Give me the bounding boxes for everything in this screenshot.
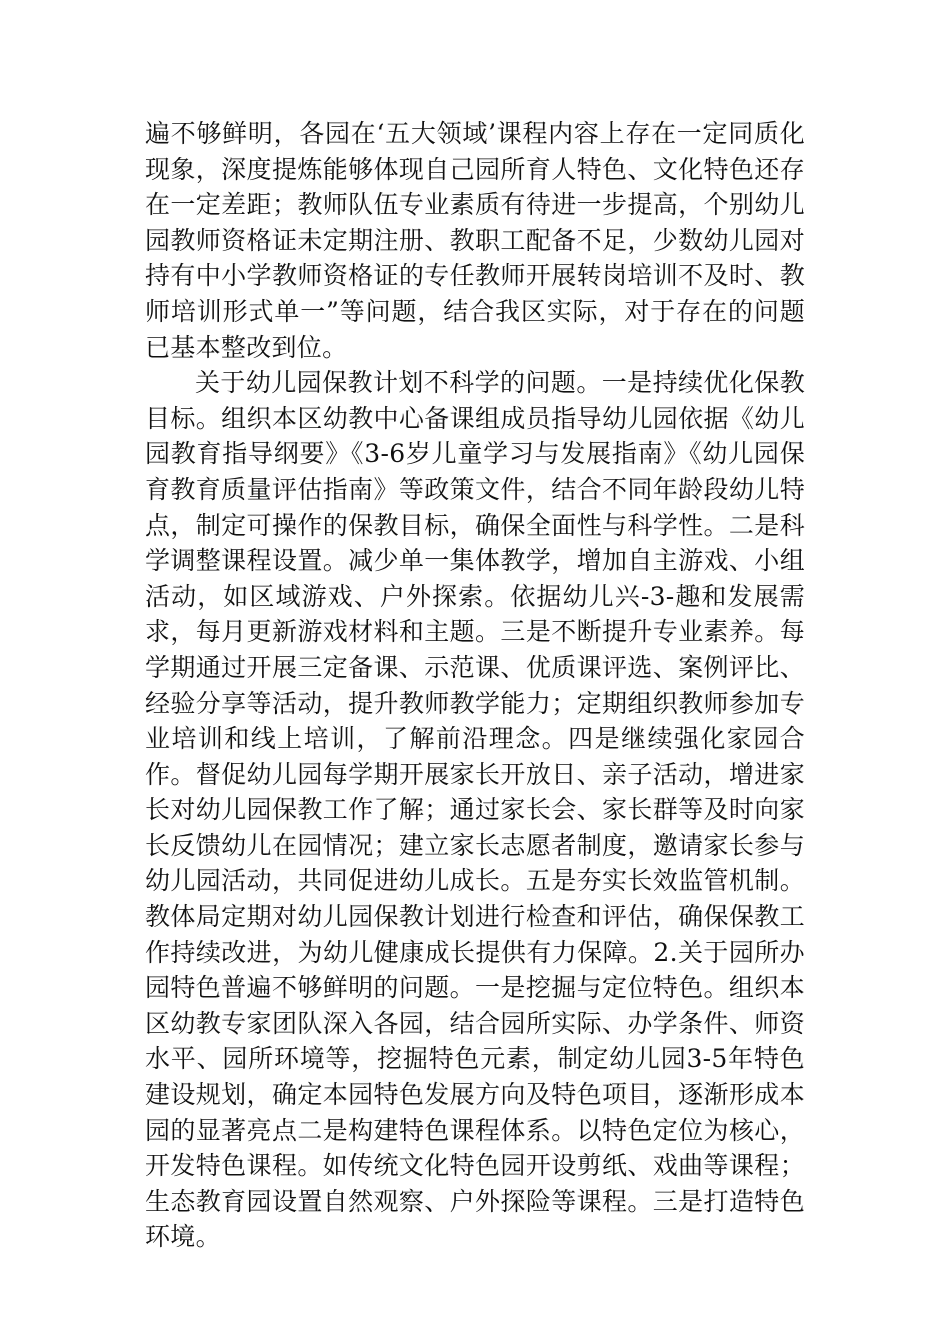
paragraph-kindergarten-plan: 关于幼儿园保教计划不科学的问题。一是持续优化保教目标。组织本区幼教中心备课组成员指导幼儿园依据《幼儿园教育指导纲要》《3-6岁儿童学习与发展指南》《幼儿园保育教育质量评估指南》等政策文件，结合不同年龄段幼儿特点，制定可操作的保教目标，确保全面性与科学性。二是科学调整课程设置。减少单一集体教学，增加自主游戏、小组活动，如区域游戏、户外探索。依据幼儿兴-3-趣和发展需求，每月更新游戏材料和主题。三是不断提升专业素养。每学期通过开展三定备课、示范课、优质课评选、案例评比、经验分享等活动，提升教师教学能力；定期组织教师参加专业培训和线上培训，了解前沿理念。四是继续强化家园合作。督促幼儿园每学期开展家长开放日、亲子活动，增进家长对幼儿园保教工作了解；通过家长会、家长群等及时向家长反馈幼儿在园情况；建立家长志愿者制度，邀请家长参与幼儿园活动，共同促进幼儿成长。五是夯实长效监管机制。教体局定期对幼儿园保教计划进行检查和评估，确保保教工作持续改进，为幼儿健康成长提供有力保障。2.关于园所办园特色普遍不够鲜明的问题。一是挖掘与定位特色。组织本区幼教专家团队深入各园，结合园所实际、办学条件、师资水平、园所环境等，挖掘特色元素，制定幼儿园3-5年特色建设规划，确定本园特色发展方向及特色项目，逐渐形成本园的显著亮点二是构建特色课程体系。以特色定位为核心，开发特色课程。如传统文化特色园开设剪纸、戏曲等课程；生态教育园设置自然观察、户外探险等课程。三是打造特色环境。 (145, 368, 805, 1252)
document-page (145, 116, 805, 1255)
paragraph-continuation: 遍不够鲜明，各园在‘五大领域’课程内容上存在一定同质化现象，深度提炼能够体现自己园所育人特色、文化特色还存在一定差距；教师队伍专业素质有待进一步提高，个别幼儿园教师资格证未定期注册、教职工配备不足，少数幼儿园对持有中小学教师资格证的专任教师开展转岗培训不及时、教师培训形式单一”等问题，结合我区实际，对于存在的问题已基本整改到位。 (145, 119, 805, 362)
